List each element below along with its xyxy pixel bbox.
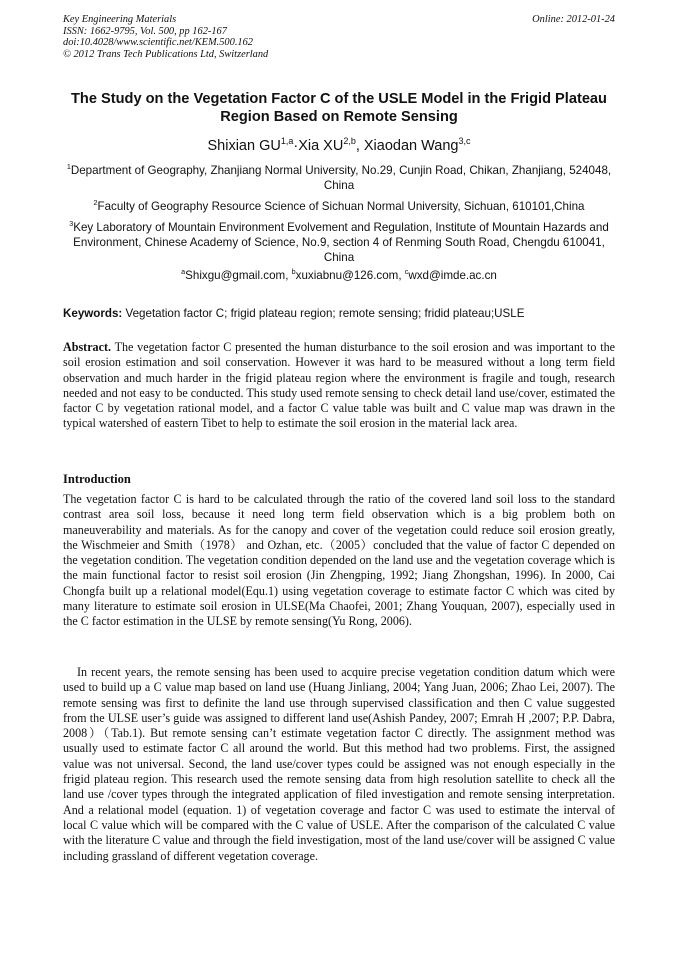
affiliation-text: Faculty of Geography Resource Science of Sichuan Normal University, Sichuan, 610101,China bbox=[97, 200, 585, 213]
author-emails bbox=[60, 268, 618, 283]
abstract-text: The vegetation factor C presented the human disturbance to the soil erosion and was important to the soil erosion estimation and soil conservation. However it was hard to be measured without a long term field observation and much harder in the frigid plateau region where the environment is fragile and tough, research needed and not easy to be conducted. This study used remote sensing to check detail land use/cover, estimated the factor C by vegetation rational model, and a factor C value table was built and C value map was drawn in the typical watershed of eastern Tibet to help to estimate the soil erosion in the material lack area. bbox=[63, 340, 615, 431]
email-address[interactable]: xuxiabnu@126.com bbox=[295, 269, 399, 282]
email-mark: b bbox=[291, 267, 296, 277]
intro-paragraph-1: The vegetation factor C is hard to be calculated through the ratio of the covered land soil loss to the standard contrast area soil loss, because it need long term field observation which is a big problem both on maneuverability and materials. As for the canopy and cover of the vegetation could reduce soil erosion greatly, the Wischmeier and Smith（1978） and Ozhan, etc.（2005）concluded that the value of factor C depended on the vegetation condition. The vegetation condition depended on the land use and the vegetation coverage which is the main functional factor to resist soil erosion (Jin Zhengping, 1992; Jiang Zhongshan, 1996). In 2000, Cai Chongfa built up a relational model(Equ.1) using vegetation coverage to estimate factor C which was cited by many literature to estimate soil erosion in ULSE(Ma Chaofei, 2001; Zhang Youquan, 2007), especially used in the C factor estimation in the ULSE by remote sensing(Yu Rong, 2006). bbox=[63, 492, 615, 629]
affiliation-2 bbox=[60, 199, 618, 214]
affiliation-mark: 2 bbox=[93, 198, 98, 208]
journal-doi: doi:10.4028/www.scientific.net/KEM.500.162 bbox=[63, 37, 253, 49]
online-date: Online: 2012-01-24 bbox=[532, 14, 615, 25]
email-address[interactable]: wxd@imde.ac.cn bbox=[408, 269, 497, 282]
keywords-label: Keywords: bbox=[63, 307, 123, 320]
abstract-label: Abstract. bbox=[63, 340, 112, 354]
affiliation-3 bbox=[60, 220, 618, 265]
author-separator: · bbox=[293, 138, 299, 154]
author-name: Xiaodan Wang bbox=[363, 138, 459, 154]
journal-header bbox=[63, 14, 615, 60]
section-heading-introduction: Introduction bbox=[63, 472, 131, 486]
journal-name: Key Engineering Materials bbox=[63, 14, 177, 25]
email-address[interactable]: Shixgu@gmail.com bbox=[185, 269, 286, 282]
author-affiliation-mark: 3,c bbox=[458, 136, 471, 147]
affiliation-mark: 1 bbox=[66, 162, 71, 172]
affiliation-mark: 3 bbox=[69, 219, 74, 229]
journal-copyright: © 2012 Trans Tech Publications Ltd, Switzerland bbox=[63, 48, 269, 60]
email-mark: c bbox=[404, 267, 409, 277]
author-affiliation-mark: 2,b bbox=[343, 136, 356, 147]
affiliation-text: Department of Geography, Zhanjiang Normal University, No.29, Cunjin Road, Chikan, Zhanjiang, 524048, China bbox=[70, 164, 612, 192]
affiliation-text: Key Laboratory of Mountain Environment Evolvement and Regulation, Institute of Mountain Hazards and Environment, Chinese Academy of Science, No.9, section 4 of Renming South Road, Chengdu 610041, China bbox=[73, 221, 609, 264]
keywords-text: Vegetation factor C; frigid plateau region; remote sensing; fridid plateau;USLE bbox=[125, 307, 525, 320]
journal-issn: ISSN: 1662-9795, Vol. 500, pp 162-167 bbox=[63, 25, 227, 37]
email-mark: a bbox=[181, 267, 186, 277]
email-separator: , bbox=[398, 269, 405, 282]
author-separator: , bbox=[355, 138, 364, 154]
abstract bbox=[63, 340, 615, 432]
keywords bbox=[63, 306, 615, 321]
intro-paragraph-2: In recent years, the remote sensing has been used to acquire precise vegetation condition datum which were used to build up a C value map based on land use (Huang Jinliang, 2004; Yang Juan, 2006; Zhao Lei, 2007). The remote sensing was first to definite the land use through supervised classification and then C value suggested from the ULSE user’s guide was assigned to different land use(Ashish Pandey, 2007; Emrah H ,2007; P.P. Dabra, 2008）（Tab.1). But remote sensing can’t estimate vegetation factor C directly. The assignment method was usually used to estimate factor C all around the world. But this method had two problems. First, the assigned value was not universal. Second, the land use/cover types could be assigned was not enough especially in the frigid plateau region. This research used the remote sensing data from high resolution satellite to check all the land use /cover types through the integrated application of filed investigation and remote sensing interpretation. And a relational model (equation. 1) of vegetation coverage and factor C was used to estimate the interval of local C value which will be compared with the C value of USLE. After the comparison of the calculated C value with the literature C value and through the field investigation, most of the land use/cover will be assigned C value including grassland of different vegetation coverage. bbox=[63, 665, 615, 863]
paper-title: The Study on the Vegetation Factor C of the USLE Model in the Frigid Plateau Region Based on Remote Sensing bbox=[71, 91, 607, 125]
email-separator: , bbox=[285, 269, 292, 282]
author-name: Xia XU bbox=[298, 138, 344, 154]
author-affiliation-mark: 1,a bbox=[280, 136, 294, 147]
affiliation-1 bbox=[60, 163, 618, 193]
author-name: Shixian GU bbox=[207, 138, 281, 154]
author-list bbox=[56, 137, 622, 155]
